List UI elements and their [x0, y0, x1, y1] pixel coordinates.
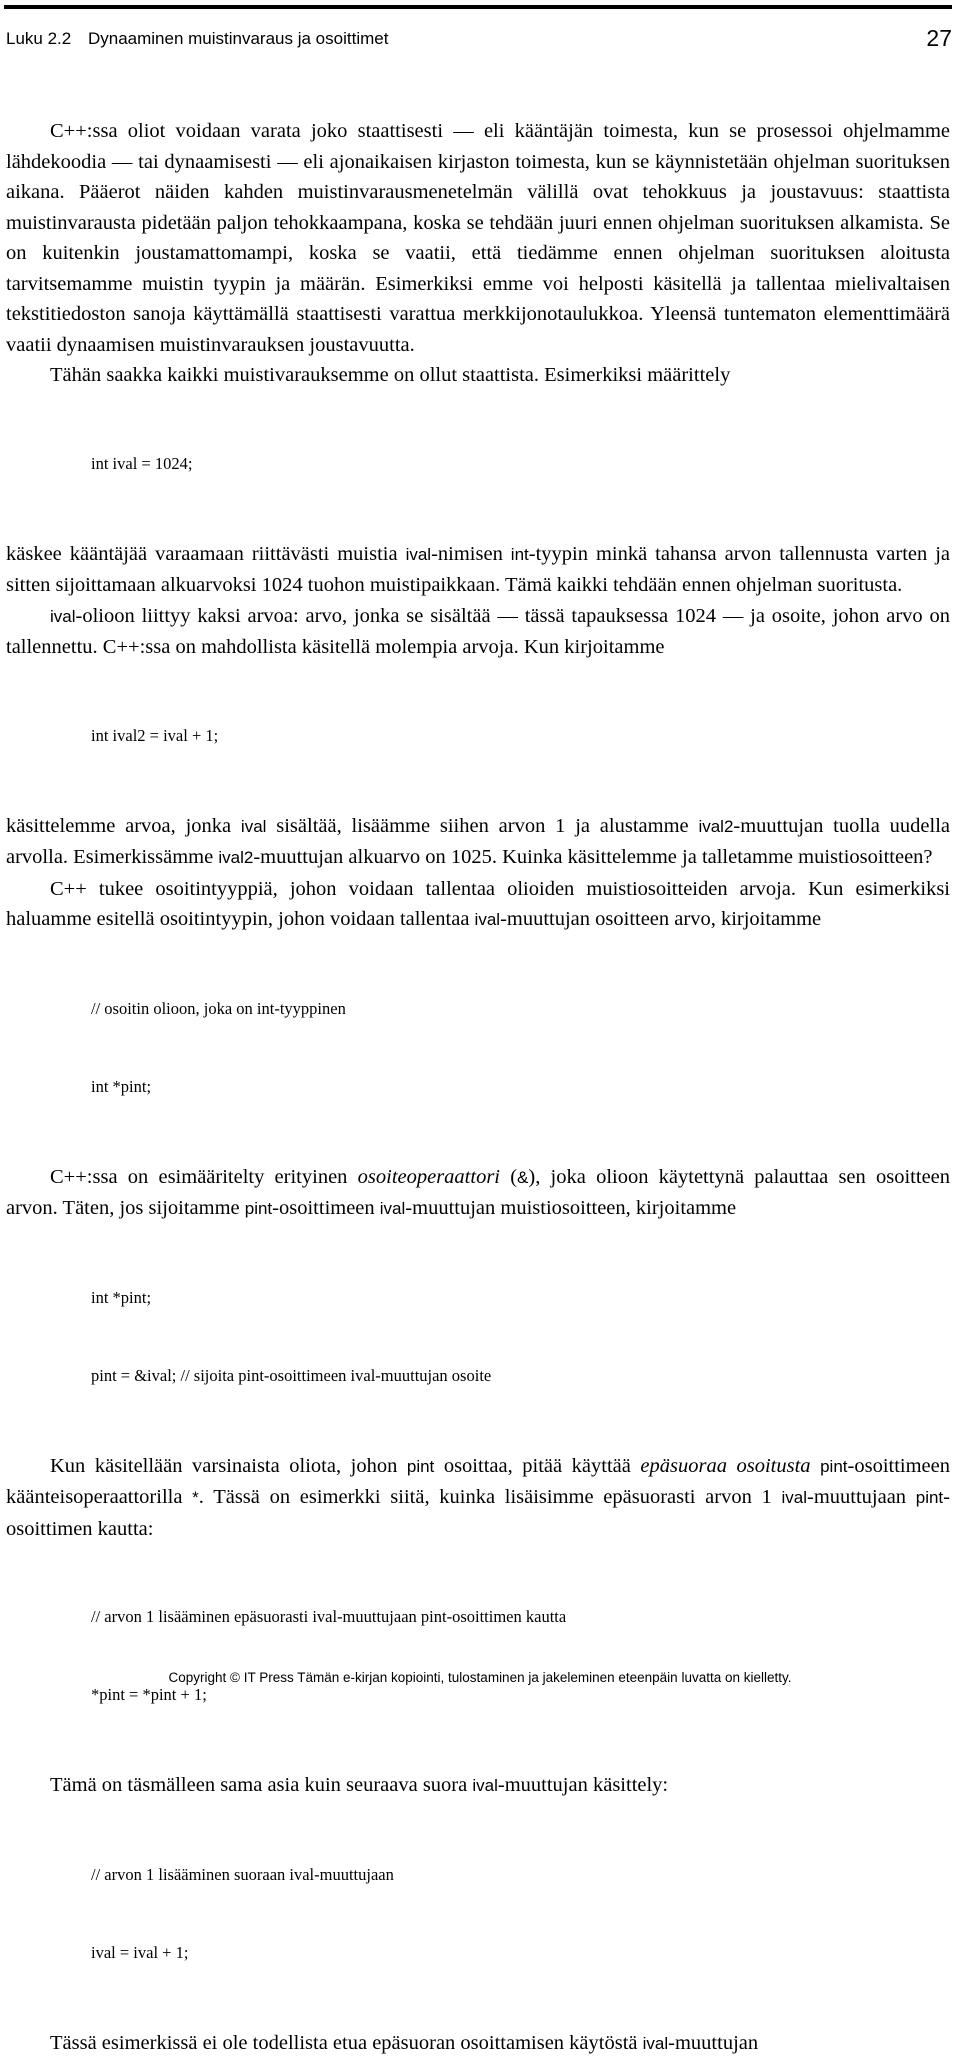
- inline-code: ival: [406, 545, 432, 564]
- code-line: int *pint;: [91, 1285, 950, 1311]
- paragraph-10: Tässä esimerkissä ei ole todellista etua epäsuoran osoittamisen käytöstä ival-muuttujan: [6, 2028, 950, 2059]
- running-header: [6, 29, 388, 49]
- inline-code: pint: [245, 1199, 272, 1218]
- inline-code: ival: [380, 1199, 406, 1218]
- code-line: // osoitin olioon, joka on int-tyyppinen: [91, 996, 950, 1022]
- inline-code: pint: [820, 1457, 847, 1476]
- chapter-title: Dynaaminen muistinvaraus ja osoittimet: [88, 29, 388, 48]
- code-line: *pint = *pint + 1;: [91, 1682, 950, 1708]
- inline-code: pint: [916, 1488, 943, 1507]
- code-block-6: [91, 1810, 950, 2018]
- paragraph-7: C++:ssa on esimääritelty erityinen osoiteoperaattori (&), joka olioon käytettynä palauttaa sen osoitteen arvon. Täten, jos sijoitamme pint-osoittimeen ival-muuttujan muistiosoitteen, kirjoitamme: [6, 1162, 950, 1225]
- header-rule: [4, 5, 952, 9]
- body-text: [6, 116, 950, 2059]
- inline-code: ival: [472, 1776, 498, 1795]
- paragraph-5: käsittelemme arvoa, jonka ival sisältää, lisäämme siihen arvon 1 ja alustamme ival2-muuttujan tuolla uudella arvolla. Esimerkissämme ival2-muuttujan alkuarvo on 1025. Kuinka käsittelemme ja talletamme muistiosoitteen?: [6, 811, 950, 874]
- code-line: int ival2 = ival + 1;: [91, 723, 950, 749]
- code-block-3: [91, 944, 950, 1152]
- paragraph-6: C++ tukee osoitintyyppiä, johon voidaan tallentaa olioiden muistiosoitteiden arvoja. Kun esimerkiksi haluamme esitellä osoitintyypin, johon voidaan tallentaa ival-muuttujan osoitteen arvo, kirjoitamme: [6, 874, 950, 936]
- inline-code: int: [511, 545, 529, 564]
- paragraph-4: ival-olioon liittyy kaksi arvoa: arvo, jonka se sisältää — tässä tapauksessa 1024 — ja osoite, johon arvo on tallennettu. C++:ssa on mahdollista käsitellä molempia arvoja. Kun kirjoitamme: [6, 601, 950, 663]
- paragraph-8: Kun käsitellään varsinaista oliota, johon pint osoittaa, pitää käyttää epäsuoraa osoitusta pint-osoittimeen käänteisoperaattorilla *. Tässä on esimerkki siitä, kuinka lisäisimme epäsuorasti arvon 1 ival-muuttujaan pint-osoittimen kautta:: [6, 1451, 950, 1545]
- code-line: int ival = 1024;: [91, 451, 950, 477]
- code-line: // arvon 1 lisääminen epäsuorasti ival-muuttujaan pint-osoittimen kautta: [91, 1604, 950, 1630]
- code-block-1: [91, 399, 950, 529]
- paragraph-1: C++:ssa oliot voidaan varata joko staattisesti — eli kääntäjän toimesta, kun se prosessoi ohjelmamme lähdekoodia — tai dynaamisesti — eli ajonaikaisen kirjaston toimesta, kun se käynnistetään ohjelman suorituksen aikana. Pääerot näiden kahden muistinvarausmenetelmän välillä ovat tehokkuus ja joustavuus: staattista muistinvarausta pidetään paljon tehokkaampana, koska se tehdään juuri ennen ohjelman suorituksen alkamista. Se on kuitenkin joustamattomampi, koska se vaatii, että tiedämme ennen ohjelman suorituksen aloitusta tarvitsemamme muistin tyypin ja määrän. Esimerkiksi emme voi helposti käsitellä ja tallentaa mielivaltaisen tekstitiedoston sanoja käyttämällä staattisesti varattua merkkijonotaulukkoa. Yleensä tuntematon elementtimäärä vaatii dynaamisen muistinvarauksen joustavuutta.: [6, 116, 950, 360]
- inline-code: ival2: [218, 848, 253, 867]
- inline-code: ival: [781, 1488, 807, 1507]
- code-line: ival = ival + 1;: [91, 1940, 950, 1966]
- paragraph-9: Tämä on täsmälleen sama asia kuin seuraava suora ival-muuttujan käsittely:: [6, 1770, 950, 1802]
- code-line: // arvon 1 lisääminen suoraan ival-muuttujaan: [91, 1862, 950, 1888]
- inline-code: &: [517, 1168, 528, 1187]
- code-line: pint = &ival; // sijoita pint-osoittimeen ival-muuttujan osoite: [91, 1363, 950, 1389]
- inline-code: ival: [475, 910, 501, 929]
- inline-code: ival: [643, 2034, 669, 2053]
- code-block-2: [91, 671, 950, 801]
- emphasis: osoiteoperaattori: [358, 1166, 500, 1188]
- inline-code: *: [192, 1488, 199, 1507]
- page-number: 27: [926, 25, 952, 52]
- chapter-number: Luku 2.2: [6, 29, 71, 48]
- inline-code: ival2: [698, 817, 733, 836]
- emphasis: epäsuoraa osoitusta: [640, 1455, 810, 1477]
- copyright-footer: Copyright © IT Press Tämän e-kirjan kopiointi, tulostaminen ja jakeleminen eteenpäin luvatta on kielletty.: [0, 1670, 960, 1685]
- inline-code: ival: [50, 607, 76, 626]
- code-block-5: [91, 1552, 950, 1760]
- inline-code: ival: [241, 817, 267, 836]
- code-block-4: [91, 1233, 950, 1441]
- paragraph-3: käskee kääntäjää varaamaan riittävästi muistia ival-nimisen int-tyypin minkä tahansa arvon tallennusta varten ja sitten sijoittamaan alkuarvoksi 1024 tuohon muistipaikkaan. Tämä kaikki tehdään ennen ohjelman suoritusta.: [6, 539, 950, 601]
- paragraph-2: Tähän saakka kaikki muistivarauksemme on ollut staattista. Esimerkiksi määrittely: [6, 360, 950, 391]
- inline-code: pint: [407, 1457, 434, 1476]
- code-line: int *pint;: [91, 1074, 950, 1100]
